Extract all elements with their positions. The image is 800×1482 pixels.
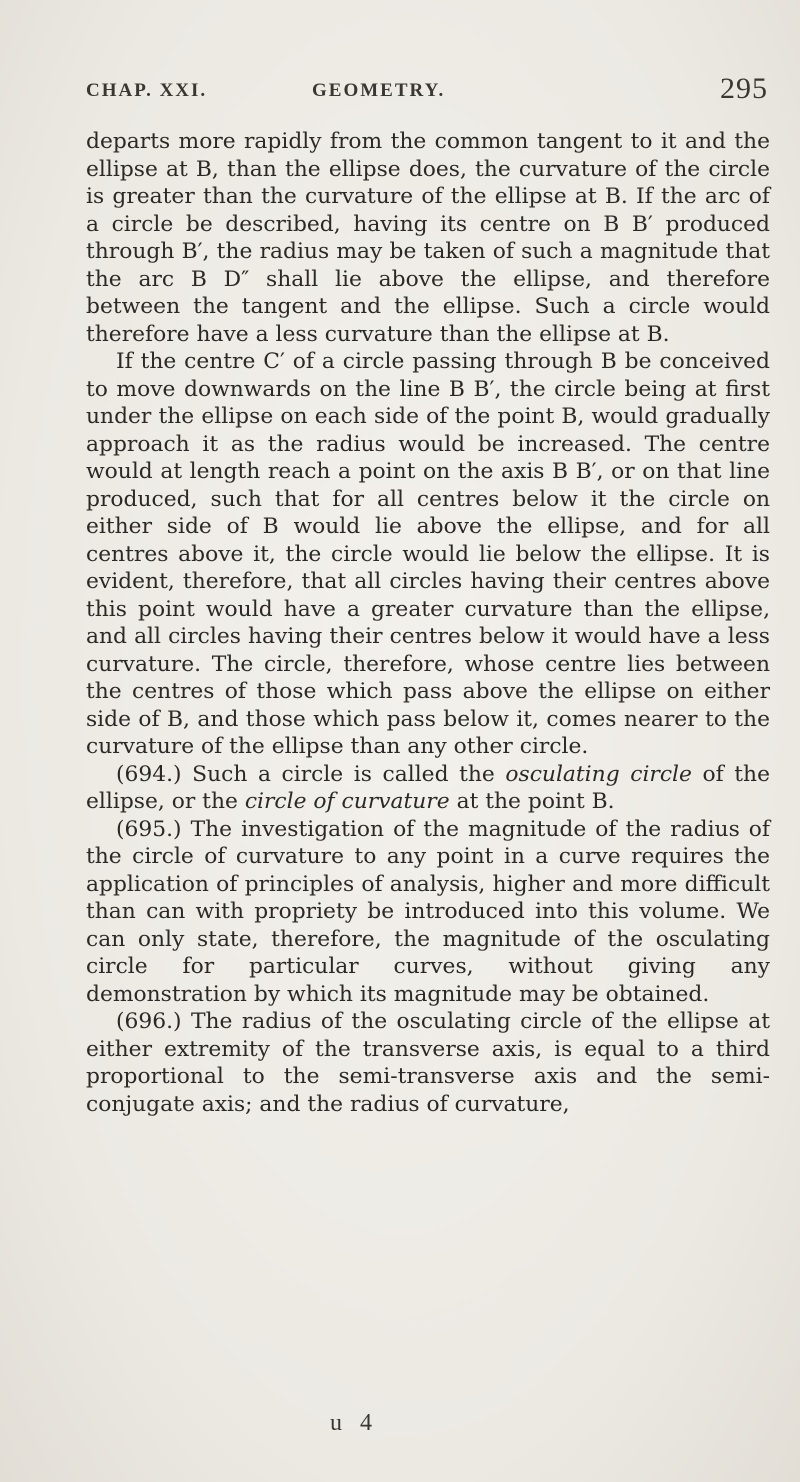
paragraph-696 — [86, 1008, 770, 1118]
paragraph-text: The radius of the osculating circle of the ellipse at either extremity of the transverse axis, is equal to a third proportional to the semi-transverse axis and the semi-conjugate axis; and the radius of curvature, — [86, 1009, 770, 1117]
paragraph-number: (694.) — [116, 761, 182, 787]
term-osculating-circle: osculating circle — [505, 761, 692, 787]
paragraph-number: (695.) — [116, 816, 182, 842]
paragraph-number: (696.) — [116, 1009, 182, 1034]
paragraph-centre-moving: If the centre C′ of a circle passing through B be conceived to move downwards on the line B B′, the circle being at first under the ellipse on each side of the point B, would gradually approach it as the radius would be increased. The centre would at length reach a point on the axis B B′, or on that line produced, such that for all centres below it the circle on either side of B would lie above the ellipse, and for all centres above it, the circle would lie below the ellipse. It is evident, therefore, that all circles having their centres above this point would have a greater curvature than the ellipse, and all circles having their centres below it would have a less curvature. The circle, therefore, whose centre lies between the centres of those which pass above the ellipse on either side of B, and those which pass below it, comes nearer to the curvature of the ellipse than any other circle. — [86, 349, 770, 759]
paragraph-continued: departs more rapidly from the common tangent to it and the ellipse at B, than the ellipse does, the curvature of the circle is greater than the curvature of the ellipse at B. If the arc of a circle be described, having its centre on B B′ produced through B′, the radius may be taken of such a magnitude that the arc B D″ shall lie above the ellipse, and therefore between the tangent and the ellipse. Such a circle would therefore have a less curvature than the ellipse at B. — [86, 129, 770, 347]
paragraph-694 — [86, 761, 770, 816]
paragraph-695 — [86, 816, 770, 1009]
running-header — [86, 72, 768, 110]
signature-mark: u 4 — [330, 1410, 378, 1436]
term-circle-of-curvature: circle of curvature — [244, 789, 450, 814]
chapter-label: CHAP. XXI. — [86, 80, 208, 101]
body-text — [86, 128, 770, 1118]
paragraph-text: Such a circle is called the — [181, 761, 506, 787]
running-title: GEOMETRY. — [312, 80, 446, 101]
page-number: 295 — [720, 72, 768, 105]
paragraph-text: The investigation of the magnitude of the radius of the circle of curvature to any point in a curve requires the application of principles of analysis, higher and more difficult than can with propriety be introduced into this volume. We can only state, therefore, the magnitude of the osculating circle for particular curves, without giving any demonstration by which its magnitude may be obtained. — [86, 816, 770, 1007]
paragraph-text: of the ellipse, or the — [86, 761, 770, 814]
paragraph-text: at the point B. — [449, 789, 615, 814]
